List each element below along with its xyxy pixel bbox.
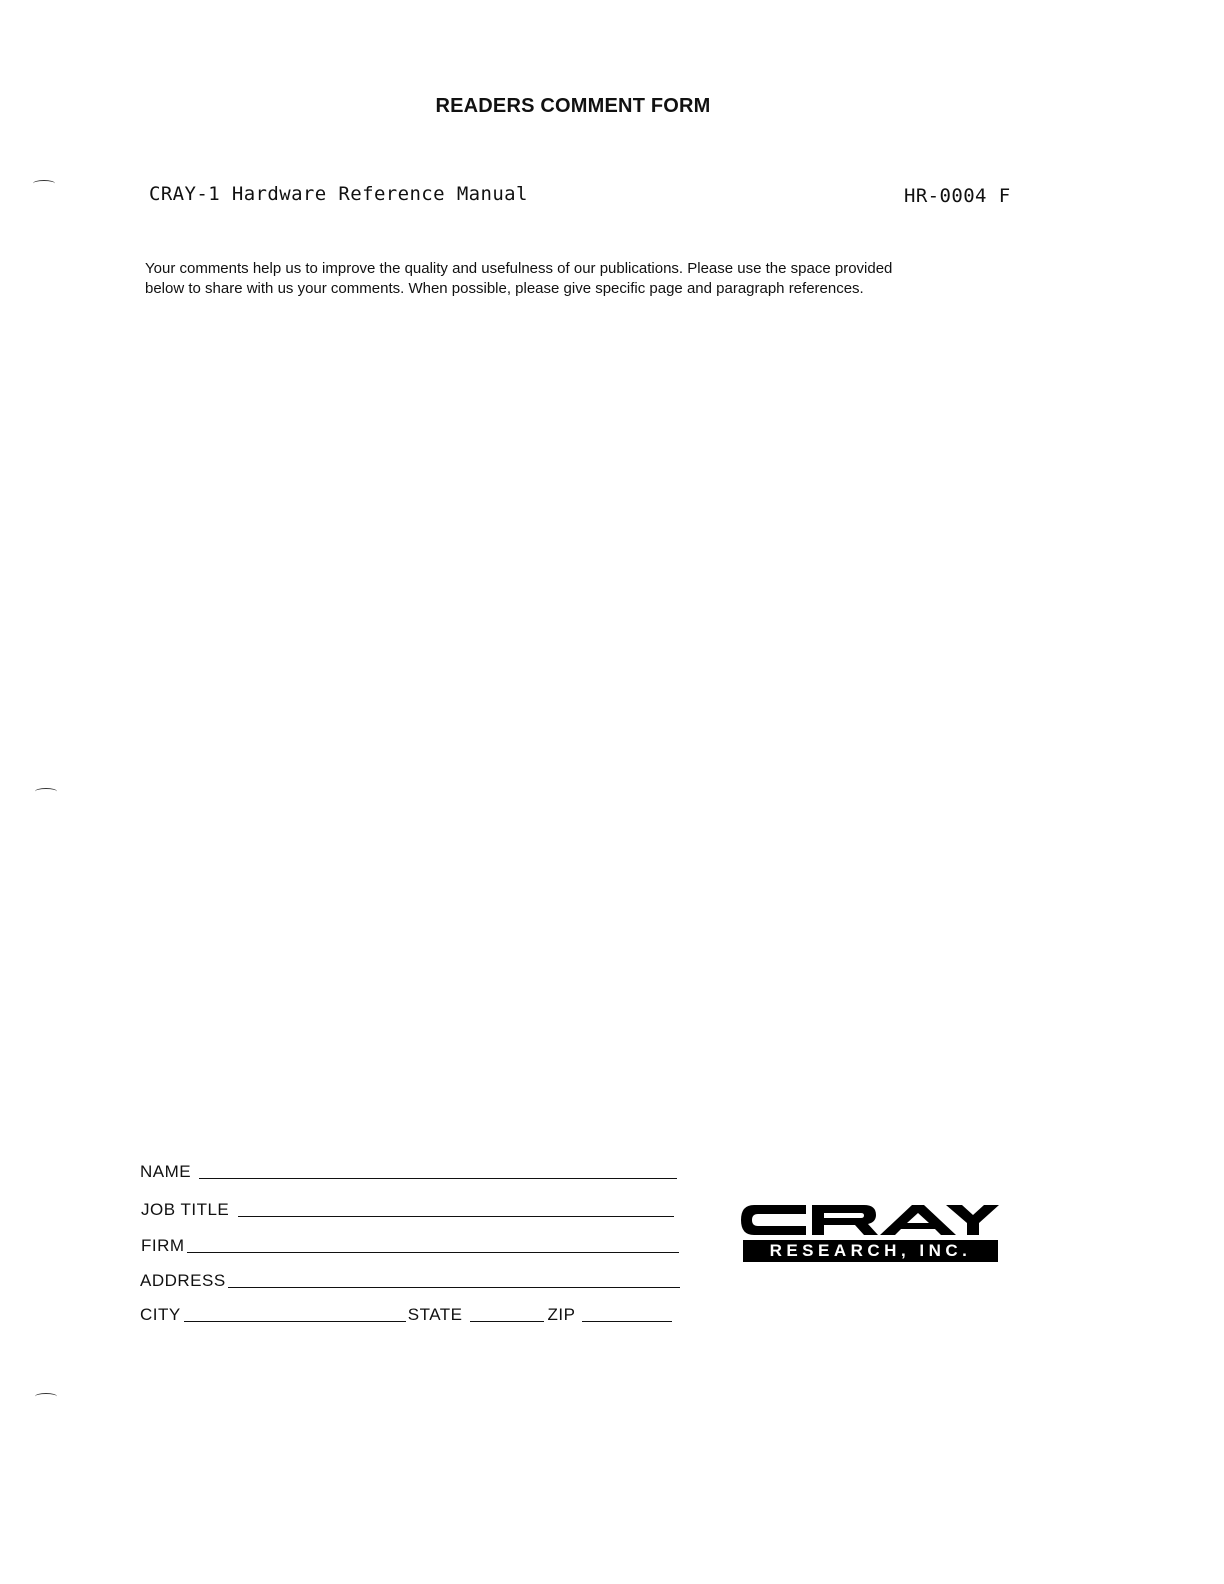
name-row — [140, 1158, 677, 1180]
cray-research-logo — [740, 1203, 1000, 1260]
form-title: READERS COMMENT FORM — [435, 95, 711, 117]
binder-mark-middle — [35, 788, 57, 795]
name-label: NAME — [140, 1162, 192, 1181]
state-label: STATE — [407, 1305, 463, 1324]
name-field[interactable] — [199, 1178, 677, 1179]
cray-wordmark — [740, 1203, 1000, 1237]
job-title-field[interactable] — [238, 1216, 674, 1217]
binder-mark-top — [33, 180, 55, 187]
job-title-row — [141, 1196, 674, 1218]
job-title-label: JOB TITLE — [141, 1200, 230, 1219]
zip-field[interactable] — [582, 1321, 672, 1322]
state-field[interactable] — [470, 1321, 544, 1322]
city-field[interactable] — [184, 1321, 406, 1322]
address-row — [140, 1267, 680, 1289]
intro-paragraph — [145, 259, 1045, 299]
city-state-zip-row — [140, 1301, 672, 1323]
research-inc-label: RESEARCH, INC. — [743, 1240, 998, 1262]
zip-label: ZIP — [547, 1305, 576, 1324]
manual-number: HR-0004 F — [904, 185, 1011, 207]
binder-mark-bottom — [35, 1393, 57, 1400]
intro-line-2: below to share with us your comments. When possible, please give specific page and paragraph references. — [145, 280, 864, 297]
firm-label: FIRM — [141, 1236, 185, 1255]
firm-field[interactable] — [187, 1252, 679, 1253]
intro-line-1: Your comments help us to improve the quality and usefulness of our publications. Please use the space provided — [145, 260, 893, 277]
comment-area[interactable] — [140, 320, 1040, 1140]
address-label: ADDRESS — [140, 1271, 226, 1290]
firm-row — [141, 1232, 679, 1254]
address-field[interactable] — [228, 1287, 680, 1288]
city-label: CITY — [140, 1305, 181, 1324]
manual-title: CRAY-1 Hardware Reference Manual — [149, 183, 528, 205]
